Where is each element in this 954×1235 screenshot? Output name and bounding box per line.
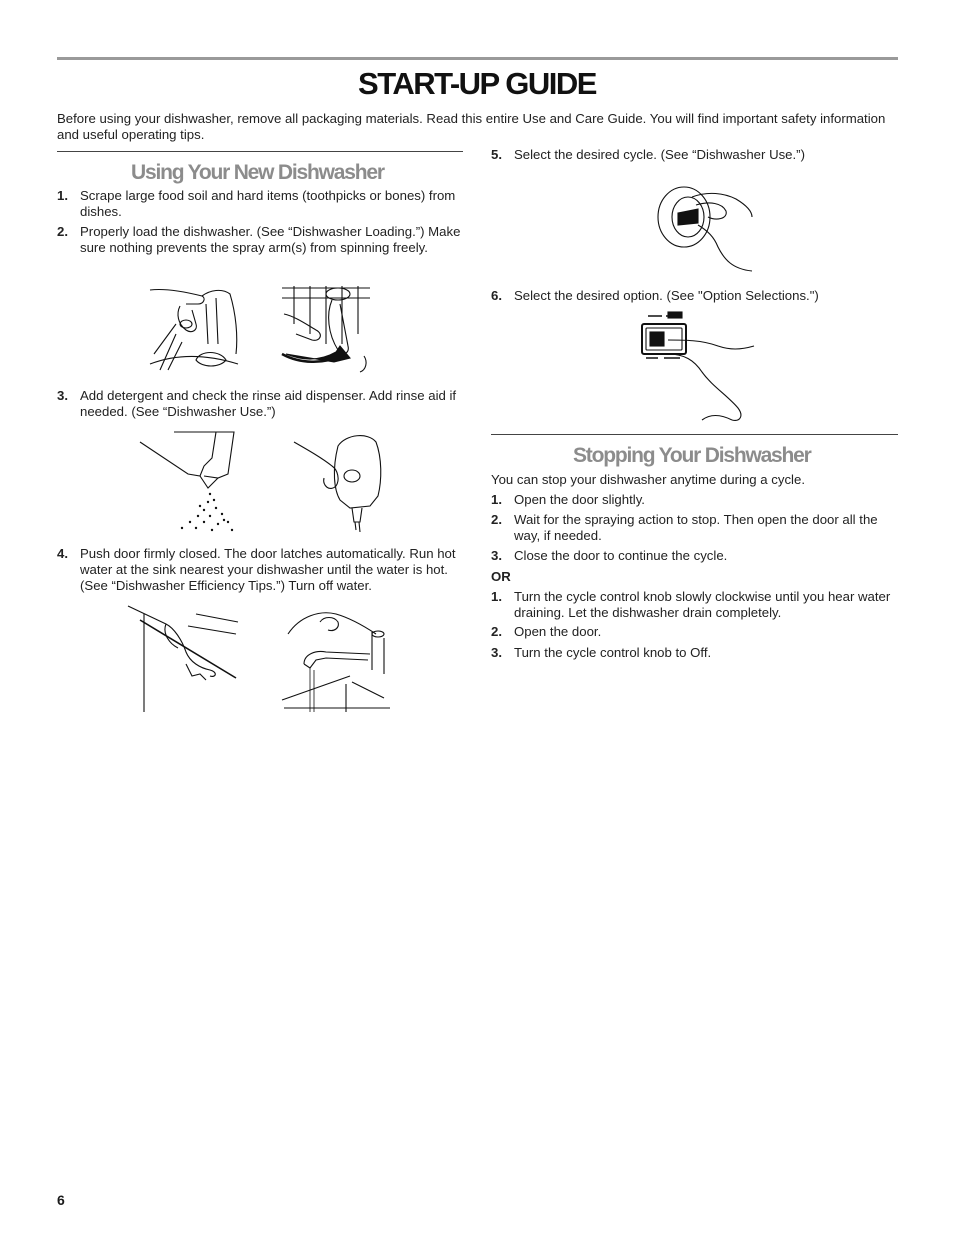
step-text: Open the door slightly.	[514, 492, 645, 507]
add-rinse-aid-illustration	[292, 430, 384, 534]
right-section-rule	[491, 434, 898, 435]
left-section-rule	[57, 151, 463, 152]
step-number: 1.	[57, 188, 68, 203]
step-text: Open the door.	[514, 624, 602, 639]
using-step-5	[491, 147, 897, 163]
stopping-step-b2	[491, 624, 897, 640]
or-label: OR	[491, 569, 511, 584]
scrape-dishes-illustration	[146, 284, 241, 372]
stopping-step-a1	[491, 492, 897, 508]
stopping-intro: You can stop your dishwasher anytime during a cycle.	[491, 472, 805, 487]
top-rule	[57, 57, 898, 60]
page-title: START-UP GUIDE	[358, 66, 596, 101]
using-heading: Using Your New Dishwasher	[131, 161, 384, 184]
step-text: Close the door to continue the cycle.	[514, 548, 728, 563]
step-number: 2.	[57, 224, 68, 239]
step-text: Scrape large food soil and hard items (toothpicks or bones) from dishes.	[80, 188, 456, 219]
step-text: Wait for the spraying action to stop. Then open the door all the way, if needed.	[514, 512, 878, 543]
step-text: Select the desired cycle. (See “Dishwasher Use.”)	[514, 147, 805, 162]
intro-paragraph: Before using your dishwasher, remove all packaging materials. Read this entire Use and Care Guide. You will find important safety information and useful operating tips.	[57, 111, 886, 142]
step-text: Turn the cycle control knob to Off.	[514, 645, 712, 660]
step-number: 2.	[491, 624, 502, 639]
stopping-step-b1	[491, 589, 897, 621]
step-number: 4.	[57, 546, 68, 561]
close-door-illustration	[126, 604, 240, 714]
stopping-step-a3	[491, 548, 897, 564]
option-button-illustration	[640, 310, 760, 426]
step-number: 3.	[57, 388, 68, 403]
using-step-3	[57, 388, 462, 420]
cycle-knob-illustration	[656, 175, 756, 273]
step-text: Select the desired option. (See "Option Selections.")	[514, 288, 819, 303]
step-number: 3.	[491, 645, 502, 660]
step-text: Push door firmly closed. The door latches automatically. Run hot water at the sink nearest your dishwasher until the water is hot. (See “Dishwasher Efficiency Tips.”) Turn off water.	[80, 546, 456, 593]
load-dishwasher-illustration	[280, 284, 372, 374]
pour-detergent-illustration	[138, 430, 242, 534]
step-number: 5.	[491, 147, 502, 162]
using-step-1	[57, 188, 462, 220]
stopping-step-b3	[491, 645, 897, 661]
step-text: Turn the cycle control knob slowly clockwise until you hear water draining. Let the dishwasher drain completely.	[514, 589, 891, 620]
step-number: 2.	[491, 512, 502, 527]
step-number: 1.	[491, 492, 502, 507]
stopping-step-a2	[491, 512, 897, 544]
step-number: 3.	[491, 548, 502, 563]
using-step-4	[57, 546, 462, 594]
stopping-heading: Stopping Your Dishwasher	[573, 444, 811, 467]
page-number: 6	[57, 1192, 65, 1208]
using-step-2	[57, 224, 462, 256]
step-number: 6.	[491, 288, 502, 303]
run-hot-water-illustration	[280, 604, 392, 714]
step-text: Add detergent and check the rinse aid dispenser. Add rinse aid if needed. (See “Dishwasher Use.”)	[80, 388, 457, 419]
step-number: 1.	[491, 589, 502, 604]
using-step-6	[491, 288, 897, 304]
step-text: Properly load the dishwasher. (See “Dishwasher Loading.”) Make sure nothing prevents the spray arm(s) from spinning freely.	[80, 224, 461, 255]
